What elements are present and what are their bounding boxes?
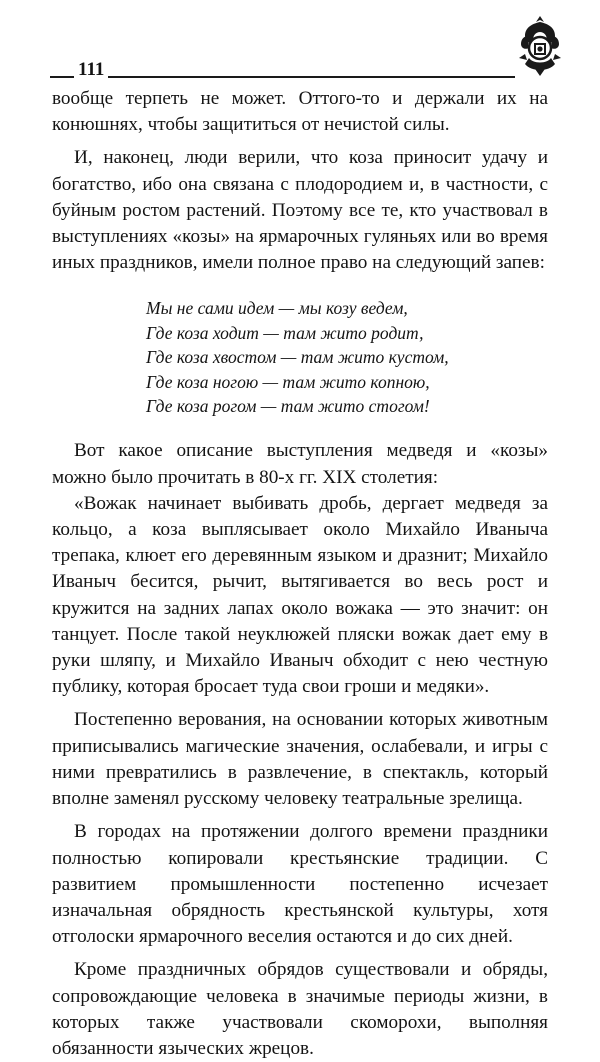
verse-line: Где коза хвостом — там жито кустом,: [146, 347, 449, 368]
header-rule-right: [108, 76, 560, 78]
page-number: 111: [74, 60, 108, 80]
header-rule-left: [50, 76, 74, 78]
page-header: [50, 14, 565, 86]
paragraph-5: Постепенно верования, на основании которых животным приписывались магические значения, ослабевали, и игры с ними превратились в развлечение, в спектакль, который вполне заменял русскому человеку театральные зрелища.: [52, 709, 548, 810]
paragraph-7: Кроме праздничных обрядов существовали и обряды, сопровождающие человека в значимые периоды жизни, в которых также участвовали скоморохи, выполняя обязанности языческих жрецов.: [52, 959, 548, 1059]
paragraph-6: В городах на протяжении долгого времени праздники полностью копировали крестьянские традиции. С развитием промышленности постепенно исчезает изначальная обрядность крестьянской культуры, хотя отголоски ярмарочного веселия остаются и до сих дней.: [52, 821, 548, 948]
page-text: [52, 86, 548, 1062]
paragraph-4-quote: «Вожак начинает выбивать дробь, дергает медведя за кольцо, а коза выплясывает около Михайло Иваныча трепака, клюет его деревянным языком и дразнит; Михайло Иваныч бесится, рычит, вытягивается во весь рост и кружится на задних лапах около вожака — это значит: он танцует. После такой неуклюжей пляски вожак дает ему в руки шляпу, и Михайло Иваныч обходит с нею честную публику, которая бросает туда свои гроши и медяки».: [52, 492, 548, 698]
verse-line: Где коза ходит — там жито родит,: [146, 322, 424, 343]
verse-line: Где коза рогом — там жито стогом!: [146, 396, 430, 417]
paragraph-1: вообще терпеть не может. Оттого-то и держали их на конюшнях, чтобы защититься от нечистой силы.: [52, 88, 548, 136]
paragraph-3: Вот какое описание выступления медведя и «козы» можно было прочитать в 80-х гг. XIX столетия:: [52, 440, 548, 488]
verse-block: [146, 296, 548, 418]
paragraph-2: И, наконец, люди верили, что коза приносит удачу и богатство, ибо она связана с плодородием и, в частности, с буйным ростом растений. Поэтому все те, кто участвовал в выступлениях «козы» на ярмарочных гуляньях или во время иных праздников, имели полное право на следующий запев:: [52, 147, 548, 274]
verse-line: Мы не сами идем — мы козу ведем,: [146, 298, 408, 319]
ornamental-crest-icon: [515, 14, 565, 78]
verse-line: Где коза ногою — там жито копною,: [146, 371, 430, 392]
